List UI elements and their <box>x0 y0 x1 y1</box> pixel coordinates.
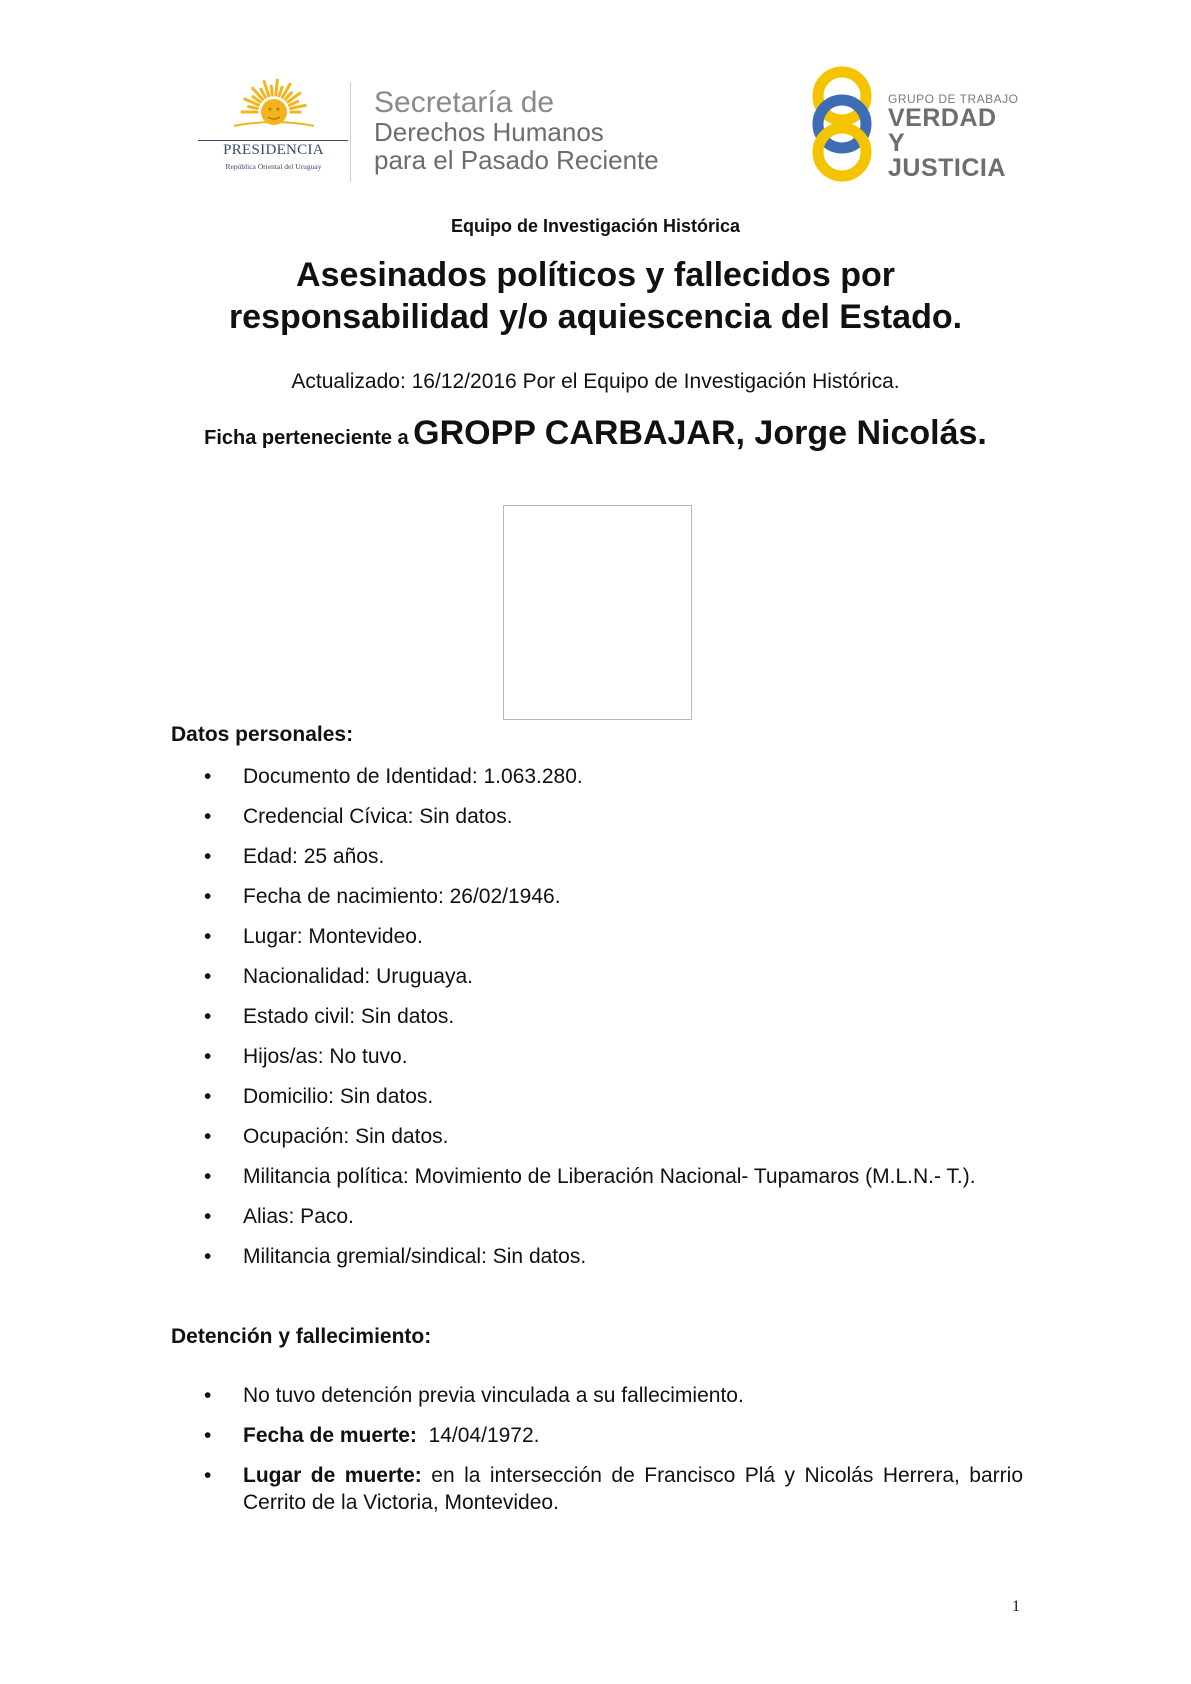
list-item <box>171 1083 1023 1110</box>
personal-item-text: Estado civil: Sin datos. <box>243 1005 455 1028</box>
verdad-label: VERDAD Y <box>888 104 997 157</box>
grupo-label: GRUPO DE TRABAJO <box>888 92 1019 106</box>
list-item <box>171 1163 1023 1190</box>
personal-item-text: Documento de Identidad: 1.063.280. <box>243 765 583 788</box>
verdad-justicia-logo <box>810 62 1020 187</box>
bullet: • <box>204 1045 212 1068</box>
secretaria-logo-text <box>374 88 659 174</box>
bullet: • <box>204 1165 212 1188</box>
personal-data-heading: Datos personales: <box>171 723 354 746</box>
list-item <box>171 1123 1023 1150</box>
bullet: • <box>204 965 212 988</box>
header-divider <box>350 82 351 182</box>
detention-list <box>171 1382 1023 1529</box>
presidencia-title: PRESIDENCIA <box>223 142 324 158</box>
personal-item-text: Edad: 25 años. <box>243 845 385 868</box>
document-title <box>150 254 1041 338</box>
bullet: • <box>204 1205 212 1228</box>
bullet: • <box>204 1424 212 1447</box>
death-place-value: en la intersección de Francisco Plá y Nicolás Herrera, barrio Cerrito de la Victoria, Montevideo. <box>243 1464 1023 1514</box>
bullet: • <box>204 885 212 908</box>
page-number: 1 <box>1012 1598 1020 1615</box>
personal-item-text: Fecha de nacimiento: 26/02/1946. <box>243 885 561 908</box>
personal-data-list <box>171 763 1023 1283</box>
bullet: • <box>204 1245 212 1268</box>
title-line-2: responsabilidad y/o aquiescencia del Estado. <box>228 298 963 336</box>
list-item <box>171 1043 1023 1070</box>
presidencia-rule <box>198 140 348 141</box>
list-item <box>171 963 1023 990</box>
bullet: • <box>204 845 212 868</box>
bullet: • <box>204 925 212 948</box>
bullet: • <box>204 805 212 828</box>
list-item <box>171 843 1023 870</box>
bullet: • <box>204 1085 212 1108</box>
bullet: • <box>204 1384 212 1407</box>
secretaria-line3: para el Pasado Reciente <box>374 145 659 175</box>
presidencia-logo <box>196 78 351 188</box>
personal-item-text: Credencial Cívica: Sin datos. <box>243 805 513 828</box>
list-item <box>171 883 1023 910</box>
list-item <box>171 1003 1023 1030</box>
bullet: • <box>204 765 212 788</box>
bullet: • <box>204 1125 212 1148</box>
personal-item-text: Militancia gremial/sindical: Sin datos. <box>243 1245 587 1268</box>
personal-item-text: Nacionalidad: Uruguaya. <box>243 965 473 988</box>
personal-item-text: Lugar: Montevideo. <box>243 925 423 948</box>
personal-item-text: Militancia política: Movimiento de Liberación Nacional- Tupamaros (M.L.N.- T.). <box>243 1165 976 1188</box>
list-item <box>171 1422 1023 1449</box>
page-header <box>0 0 1191 200</box>
detention-item-text: No tuvo detención previa vinculada a su fallecimiento. <box>243 1384 744 1407</box>
sun-emblem-icon <box>234 78 314 140</box>
list-item <box>171 923 1023 950</box>
personal-item-text: Alias: Paco. <box>243 1205 354 1228</box>
presidencia-subtitle: República Oriental del Uruguay <box>225 162 322 171</box>
personal-item-text: Domicilio: Sin datos. <box>243 1085 434 1108</box>
secretaria-line2: Derechos Humanos <box>374 117 604 147</box>
list-item <box>171 1462 1023 1516</box>
list-item <box>171 763 1023 790</box>
list-item <box>171 1382 1023 1409</box>
death-date-value: 14/04/1972. <box>416 1424 540 1447</box>
ficha-label: Ficha perteneciente a <box>204 427 409 449</box>
secretaria-line1: Secretaría de <box>374 86 555 119</box>
ficha-heading <box>200 412 991 461</box>
death-place-label: Lugar de muerte: <box>243 1464 422 1487</box>
team-name: Equipo de Investigación Histórica <box>450 216 741 236</box>
bullet: • <box>204 1005 212 1028</box>
justicia-label: JUSTICIA <box>888 154 1006 182</box>
photo-placeholder <box>503 505 692 720</box>
list-item <box>171 1203 1023 1230</box>
person-name: GROPP CARBAJAR, Jorge Nicolás. <box>413 414 987 452</box>
list-item <box>171 803 1023 830</box>
detention-heading: Detención y fallecimiento: <box>171 1325 432 1348</box>
updated-line: Actualizado: 16/12/2016 Por el Equipo de Investigación Histórica. <box>291 370 900 393</box>
bullet: • <box>204 1464 212 1487</box>
personal-item-text: Ocupación: Sin datos. <box>243 1125 449 1148</box>
death-date-label: Fecha de muerte: <box>243 1424 417 1447</box>
personal-item-text: Hijos/as: No tuvo. <box>243 1045 408 1068</box>
linked-rings-icon <box>810 62 880 187</box>
title-line-1: Asesinados políticos y fallecidos por <box>296 256 895 294</box>
list-item <box>171 1243 1023 1270</box>
